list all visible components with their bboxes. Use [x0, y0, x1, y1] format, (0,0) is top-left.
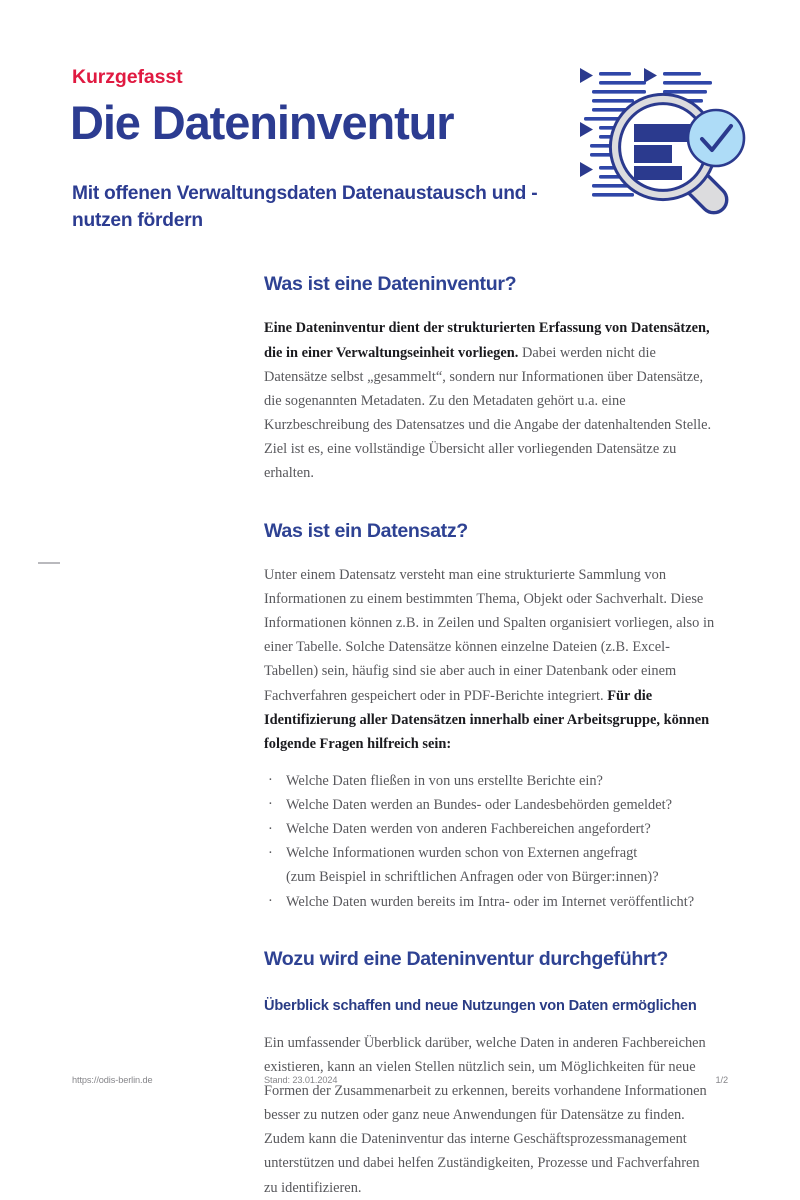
- magnifying-glass-document-check-icon: [566, 52, 762, 237]
- list-item-text: Welche Daten werden von anderen Fachbereichen angefordert?: [286, 821, 651, 838]
- footer-date: Stand: 23.01.2024: [264, 1075, 338, 1085]
- footer-page-number: 1/2: [715, 1075, 728, 1085]
- section-heading-wozu-wird-eine-dateninventur-durchgefuehrt: Wozu wird eine Dateninventur durchgeführt?: [264, 947, 669, 970]
- section-2-tail-bold: Für die Identifizierung aller Datensätzen innerhalb einer Arbeitsgruppe, können folgende Fragen hilfreich sein:: [264, 687, 710, 752]
- section-2-rest: Unter einem Datensatz versteht man eine strukturierte Sammlung von Informationen zu einem bestimmten Thema, Objekt oder Sachverhalt. Diese Informationen können z.B. in Zeilen und Spalten organisiert vorliegen, also in einer Tabelle. Solche Datensätze können einzelne Dateien (z.B. Excel-Tabellen) sein, häufig sind sie aber auch in einer Datenbank oder einem Fachverfahren gespeichert oder in PDF-Berichte integriert.: [264, 567, 715, 704]
- document-content: [264, 272, 716, 1200]
- section-2-paragraph: [264, 563, 716, 755]
- list-item-text: Welche Informationen wurden schon von Externen angefragt: [286, 845, 638, 862]
- section-heading-was-ist-eine-dateninventur: Was ist eine Dateninventur?: [264, 273, 517, 295]
- section-heading-was-ist-ein-datensatz: Was ist ein Datensatz?: [264, 519, 468, 542]
- section-3-rest: Ein umfassender Überblick darüber, welche Daten in anderen Fachbereichen existieren, kann an vielen Stellen nützlich sein, um Möglichkeiten für neue Formen der Zusammenarbeit zu erkennen, bereits vorhandene Informationen besser zu nutzen oder ganz neue Anwendungen für Datensätze zu finden. Zudem kann die Dateninventur das interne Geschäftsprozessmanagement unterstützen und dabei helfen Zuständigkeiten, Prozesse und Fachverfahren zu identifizieren.: [264, 1035, 707, 1196]
- sub-heading-ueberblick-schaffen: Überblick schaffen und neue Nutzungen von Daten ermöglichen: [264, 998, 697, 1015]
- list-item: [264, 891, 716, 915]
- section-1-lead-bold: Eine Dateninventur dient der strukturierten Erfassung von Datensätzen, die in einer Verwaltungseinheit vorliegen.: [264, 320, 710, 361]
- margin-rule: [38, 562, 60, 564]
- page-subtitle: Mit offenen Verwaltungsdaten Datenaustausch und -nutzen fördern: [72, 183, 538, 232]
- list-item-text: Welche Daten wurden bereits im Intra- oder im Internet veröffentlicht?: [286, 893, 695, 910]
- list-item: [264, 770, 716, 794]
- list-item: [264, 818, 716, 842]
- list-item: [264, 842, 716, 890]
- section-1-rest: Dabei werden nicht die Datensätze selbst „gesammelt“, sondern nur Informationen über Datensätze, die sogenannten Metadaten. Zu den Metadaten gehört u.a. eine Kurzbeschreibung des Datensatzes und die Angabe der datenhaltenden Stelle. Ziel ist es, eine vollständige Übersicht aller vorliegenden Datensätze zu erhalten.: [264, 344, 712, 481]
- document-header: [0, 0, 800, 250]
- list-item: [264, 794, 716, 818]
- list-item-text: Welche Daten fließen in von uns erstellte Berichte ein?: [286, 772, 603, 789]
- footer-url[interactable]: https://odis-berlin.de: [72, 1075, 153, 1085]
- kicker-label: Kurzgefasst: [72, 66, 183, 88]
- list-item-text: Welche Daten werden an Bundes- oder Landesbehörden gemeldet?: [286, 796, 673, 813]
- document-footer: [0, 1075, 800, 1095]
- header-illustration: [566, 52, 762, 237]
- list-item-continuation: (zum Beispiel in schriftlichen Anfragen oder von Bürger:innen)?: [286, 869, 659, 886]
- question-list: [264, 770, 716, 915]
- section-1-paragraph: [264, 316, 716, 484]
- page-title: Die Dateninventur: [70, 96, 454, 149]
- section-3-paragraph: [264, 1031, 716, 1199]
